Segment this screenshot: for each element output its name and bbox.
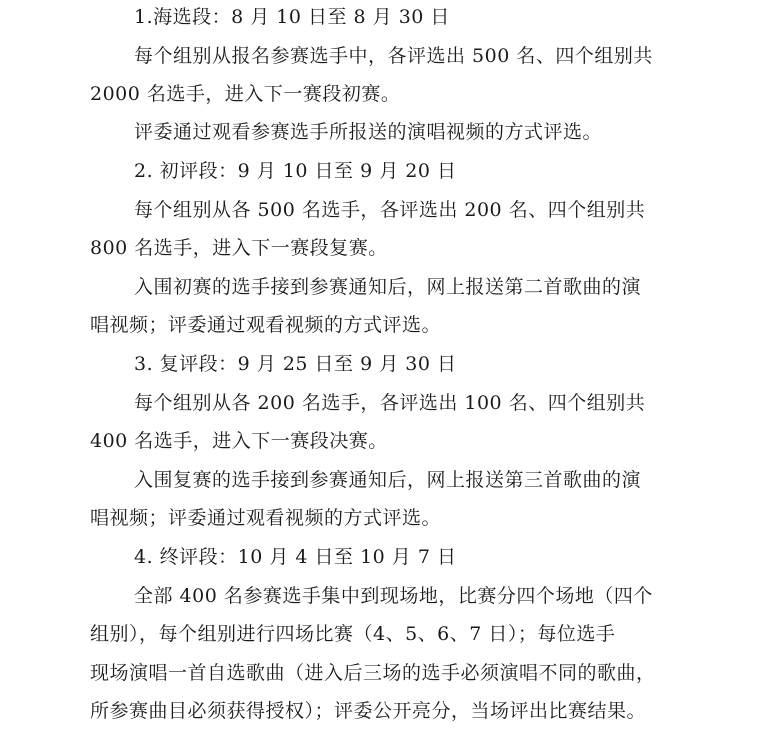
heading-stage-4: 4. 终评段：10 月 4 日至 10 月 7 日: [134, 546, 457, 568]
paragraph-line: 每个组别从各 500 名选手，各评选出 200 名、四个组别共: [134, 199, 646, 221]
paragraph-line: 全部 400 名参赛选手集中到现场地，比赛分四个场地（四个: [134, 585, 653, 607]
paragraph-line: 800 名选手，进入下一赛段复赛。: [90, 237, 388, 259]
paragraph-line: 唱视频；评委通过观看视频的方式评选。: [90, 314, 442, 336]
paragraph-line: 入围复赛的选手接到参赛通知后，网上报送第三首歌曲的演: [134, 469, 642, 491]
paragraph-line: 入围初赛的选手接到参赛通知后，网上报送第二首歌曲的演: [134, 276, 642, 298]
paragraph-line: 评委通过观看参赛选手所报送的演唱视频的方式评选。: [134, 121, 603, 143]
heading-stage-2: 2. 初评段：9 月 10 日至 9 月 20 日: [134, 160, 457, 182]
paragraph-line: 每个组别从各 200 名选手，各评选出 100 名、四个组别共: [134, 392, 646, 414]
paragraph-line: 400 名选手，进入下一赛段决赛。: [90, 430, 388, 452]
heading-stage-3: 3. 复评段：9 月 25 日至 9 月 30 日: [134, 353, 457, 375]
paragraph-line: 现场演唱一首自选歌曲（进入后三场的选手必须演唱不同的歌曲，: [90, 662, 656, 684]
heading-stage-1: 1.海选段：8 月 10 日至 8 月 30 日: [134, 6, 450, 28]
paragraph-line: 2000 名选手，进入下一赛段初赛。: [90, 83, 401, 105]
paragraph-line: 唱视频；评委通过观看视频的方式评选。: [90, 507, 442, 529]
paragraph-line: 组别），每个组别进行四场比赛（4、5、6、7 日）；每位选手: [90, 623, 616, 645]
paragraph-line: 所参赛曲目必须获得授权）；评委公开亮分，当场评出比赛结果。: [90, 700, 647, 722]
paragraph-line: 每个组别从报名参赛选手中，各评选出 500 名、四个组别共: [134, 45, 653, 67]
